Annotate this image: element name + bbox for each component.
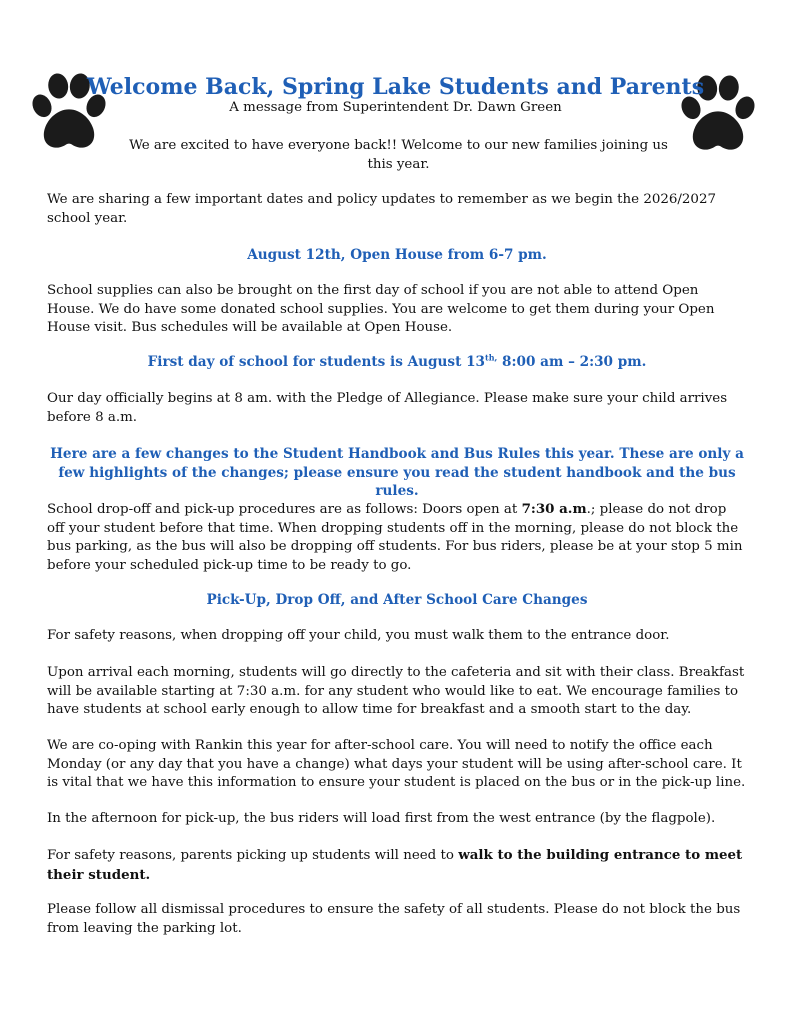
first-day-heading: First day of school for students is August $13^{th,}$ 8:00 am – 2:30 pm. [147,352,647,370]
welcome-text: We are excited to have everyone back!! Welcome to our new families joining us this year. [129,138,668,172]
pickup-paragraph-2: Upon arrival each morning, students will go directly to the cafeteria and sit with their class. Breakfast will be available starting at 7:30 a.m. for any student who would like to eat. We encourage families to have students at school early enough to allow time for breakfast and a smooth start to the day. [47,665,745,717]
page-title: Welcome Back, Spring Lake Students and Parents [86,74,705,100]
subtitle: A message from Superintendent Dr. Dawn Green [229,100,562,115]
pickup-paragraph-6: Please follow all dismissal procedures to ensure the safety of all students. Please do not block the bus from leaving the parking lot. [47,902,741,936]
open-house-paragraph: School supplies can also be brought on the first day of school if you are not able to attend Open House. We do have some donated school supplies. You are welcome to get them during your Open House visit. Bus schedules will be available at Open House. [47,283,715,335]
open-house-heading: August 12th, Open House from 6-7 pm. [247,247,547,263]
pickup-heading: Pick-Up, Drop Off, and After School Care Changes [206,592,588,608]
pickup-paragraph-5: For safety reasons, parents picking up students will need to walk to the building entrance to meet their student. [47,847,743,883]
dropoff-paragraph: School drop-off and pick-up procedures are as follows: Doors open at 7:30 a.m.; please do not drop off your student before that time. When dropping students off in the morning, please do not block the bus parking, as the bus will also be dropping off students. For bus riders, please be at your stop 5 min before your scheduled pick-up time to be ready to go. [47,501,743,573]
intro-paragraph: We are sharing a few important dates and policy updates to remember as we begin the 2026/2027 school year. [47,192,716,226]
pickup-paragraph-4: In the afternoon for pick-up, the bus riders will load first from the west entrance (by the flagpole). [47,811,716,826]
pickup-paragraph-3: We are co-oping with Rankin this year for after-school care. You will need to notify the office each Monday (or any day that you have a change) what days your student will be using after-school care. It is vital that we have this information to ensure your student is placed on the bus or in the pick-up line. [47,738,746,790]
pickup-paragraph-1: For safety reasons, when dropping off your child, you must walk them to the entrance door. [47,628,670,643]
changes-heading: Here are a few changes to the Student Handbook and Bus Rules this year. These are only a few highlights of the changes; please ensure you read the student handbook and the bus rules. [50,446,744,499]
first-day-paragraph: Our day officially begins at 8 am. with the Pledge of Allegiance. Please make sure your child arrives before 8 a.m. [47,391,728,425]
